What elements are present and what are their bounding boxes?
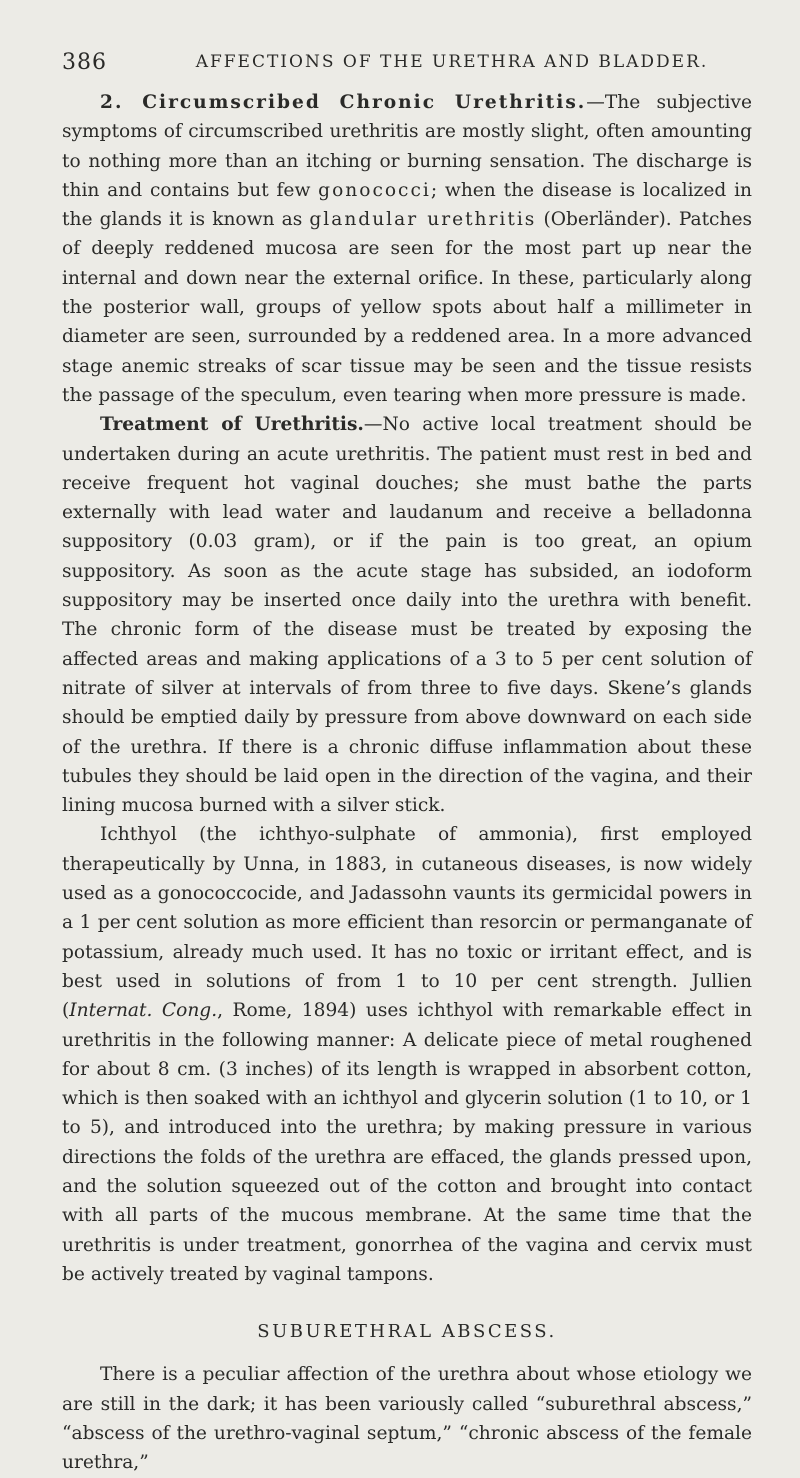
paragraph-suburethral-abscess [62, 1360, 752, 1477]
page-header [62, 50, 752, 80]
paragraph-ichthyol [62, 820, 752, 1289]
paragraph-treatment [62, 410, 752, 820]
running-title: AFFECTIONS OF THE URETHRA AND BLADDER. [195, 52, 709, 72]
paragraph-text: (Oberländer). Patches of deeply reddened mucosa are seen for the most part up near the internal and down near the external orifice. In these, particularly along the posterior wall, groups of yellow spots about half a millimeter in diameter are seen, surrounded by a reddened area. In a more advanced stage anemic streaks of scar tissue may be seen and the tissue resists the passage of the speculum, even tearing when more pressure is made. [62, 209, 752, 406]
paragraph-text: , Rome, 1894) uses ichthyol with remarkable effect in urethritis in the following manner: A delicate piece of metal roughened for about 8 cm. (3 inches) of its length is wrapped in absorbent cotton, which is then soaked with an ichthyol and glycerin solution (1 to 10, or 1 to 5), and introduced into the urethra; by making pressure in various directions the folds of the urethra are effaced, the glands pressed upon, and the solution squeezed out of the cotton and brought into contact with all parts of the mucous membrane. At the same time that the urethritis is under treatment, gonorrhea of the vagina and cervix must be actively treated by vaginal tampons. [62, 1000, 752, 1285]
paragraph-text: There is a peculiar affection of the urethra about whose etiology we are still in the dark; it has been variously called “suburethral abscess,” “abscess of the urethro-vaginal septum,” “chronic abscess of the female urethra,” [62, 1364, 752, 1474]
section-run-in-title: 2. Circumscribed Chronic Urethritis. [100, 92, 587, 113]
section-run-in-title: Treatment of Urethritis. [100, 414, 364, 436]
paragraph-text: ; when the disease is localized in the glands it is known as [62, 179, 752, 231]
paragraph-text: —No active local treatment should be undertaken during an acute urethritis. The patient must rest in bed and receive frequent hot vaginal douches; she must bathe the parts externally with lead water and laudanum and receive a belladonna suppository (0.03 gram), or if the pain is too great, an opium suppository. As soon as the acute stage has subsided, an iodoform suppository may be inserted once daily into the urethra with benefit. The chronic form of the disease must be treated by exposing the affected areas and making applications of a 3 to 5 per cent solution of nitrate of silver at intervals of from three to five days. Skene’s glands should be emptied daily by pressure from above downward on each side of the urethra. If there is a chronic diffuse inflammation about these tubules they should be laid open in the direction of the vagina, and their lining mucosa burned with a silver stick. [62, 414, 752, 817]
body-text [62, 88, 752, 1478]
paragraph-text: Ichthyol (the ichthyo-sulphate of ammonia), first employed therapeutically by Unna, in 1883, in cutaneous diseases, is now widely used as a gonococcocide, and Jadassohn vaunts its germicidal powers in a 1 per cent solution as more efficient than resorcin or permanganate of potassium, already much used. It has no toxic or irritant effect, and is best used in solutions of from 1 to 10 per cent strength. Jullien ( [62, 824, 752, 1022]
spaced-term: gonococci [318, 179, 431, 201]
italic-citation: Internat. Cong. [69, 1000, 218, 1022]
paragraph-circumscribed-urethritis [62, 88, 752, 410]
section-heading: SUBURETHRAL ABSCESS. [257, 1321, 557, 1343]
paragraph-text: —The subjective symptoms of circumscribed urethritis are mostly slight, often amounting to nothing more than an itching or burning sensation. The discharge is thin and contains but few [62, 92, 752, 201]
page-number: 386 [62, 50, 107, 75]
spaced-term: glandular urethritis [309, 209, 537, 231]
